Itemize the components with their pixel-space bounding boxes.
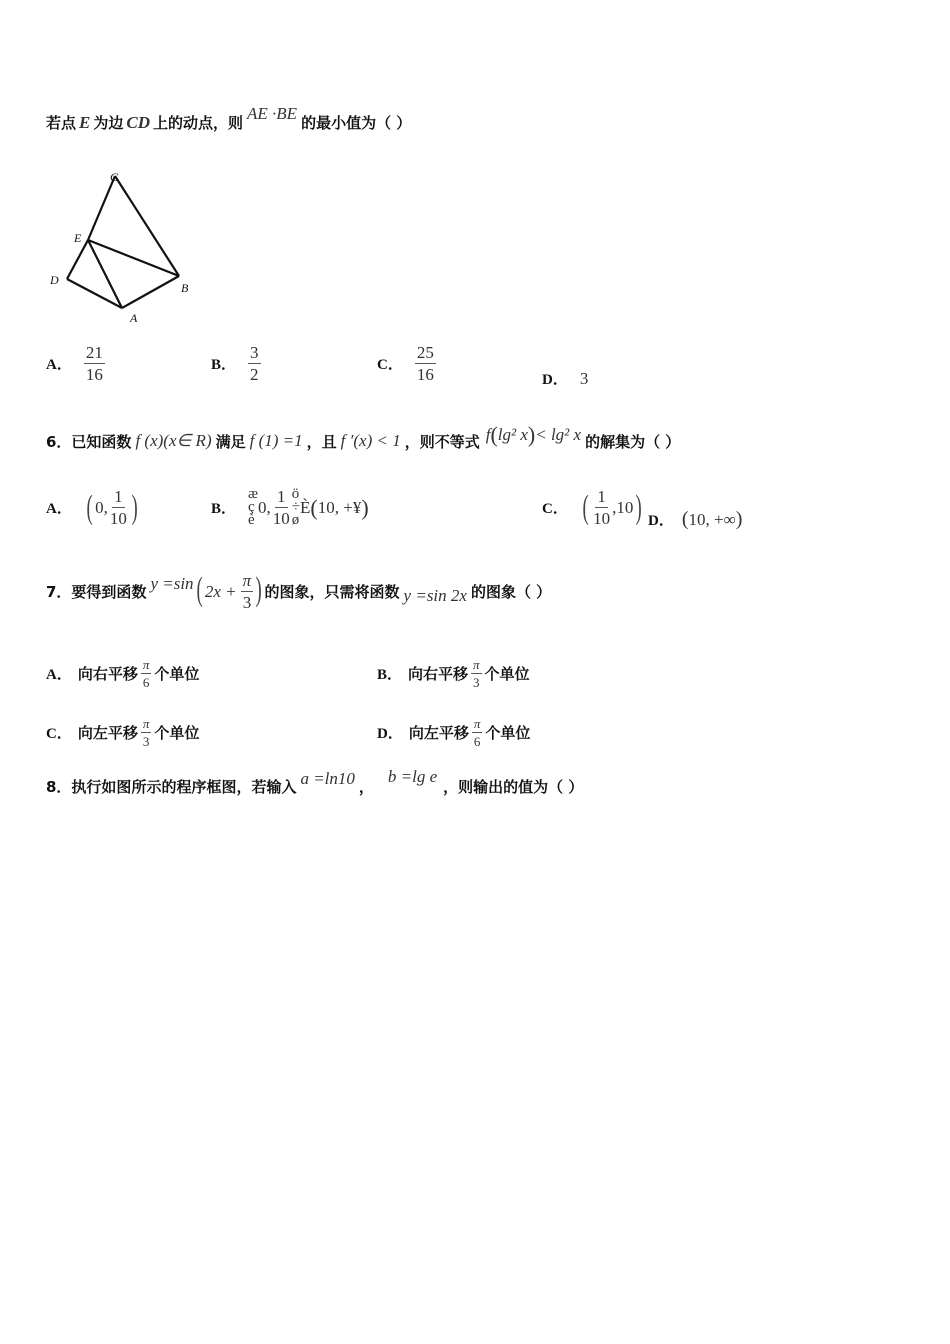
q7-option-c[interactable]: C． 向左平移 $\frac{\pi}{3}$ 个单位 (46, 716, 200, 749)
label-d: D (50, 273, 59, 287)
fraction: $\frac{3}{2}$ (250, 343, 259, 384)
label-e: E (74, 231, 82, 245)
q5-option-d[interactable]: D． 3 (542, 368, 589, 388)
q6-option-b[interactable]: B． æ ç è 0, $\frac{1}{10}$ ö ÷ ø È ( 10, +¥ ) (211, 486, 369, 528)
segment-cd: CD (126, 112, 150, 132)
geometry-figure (44, 168, 204, 328)
broken-glyph-left: æ ç è (248, 486, 259, 528)
label-b: B (181, 281, 189, 295)
q6-option-c[interactable]: C． ( $\frac{1}{10}$ ,10 ) (542, 487, 643, 528)
q5-option-a[interactable]: A． $\frac{21}{16}$ (46, 343, 103, 384)
broken-glyph-right: ö ÷ ø (291, 486, 301, 528)
fraction: $\frac{1}{10}$ (272, 487, 290, 528)
fraction: $\frac{\pi}{3}$ (242, 571, 252, 612)
q8-stem: 8．执行如图所示的程序框图，若输入 a =ln10 ， b =lg e ，则输出的值为（ ） (46, 766, 584, 796)
fraction: $\frac{1}{10}$ (109, 487, 127, 528)
q6-option-d[interactable]: D． ( 10, +∞ ) (648, 508, 743, 530)
q6-stem: 6．已知函数 f (x)(x∈ R) 满足 f (1) =1 ，且 f ′(x) < 1 ，则不等式 f ( lg² x ) < lg² x 的解集为（ ） (46, 422, 681, 451)
q6-option-a[interactable]: A． ( 0, $\frac{1}{10}$ ) (46, 487, 138, 528)
label-c: C (110, 170, 119, 184)
q7-option-a[interactable]: A． 向右平移 $\frac{\pi}{6}$ 个单位 (46, 657, 200, 690)
q5-stem: 若点 E 为边 CD 上的动点，则 AE ·BE 的最小值为（ ） (46, 103, 412, 132)
q5-option-b[interactable]: B． $\frac{3}{2}$ (211, 343, 259, 384)
fraction: $\frac{25}{16}$ (416, 343, 434, 384)
fraction: $\frac{\pi}{3}$ (473, 657, 480, 690)
q7-stem: 7．要得到函数 y =sin ( 2x + $\frac{\pi}{3}$ ) 的图象，只需将函数 y =sin 2x 的图象（ ） (46, 570, 552, 612)
q7-option-d[interactable]: D． 向左平移 $\frac{\pi}{6}$ 个单位 (377, 716, 531, 749)
q5-option-c[interactable]: C． $\frac{25}{16}$ (377, 343, 434, 384)
fraction: $\frac{\pi}{6}$ (142, 657, 150, 690)
q7-option-b[interactable]: B． 向右平移 $\frac{\pi}{3}$ 个单位 (377, 657, 530, 690)
label-a: A (130, 311, 138, 325)
fraction: $\frac{\pi}{6}$ (473, 716, 481, 749)
vector-product: AE ·BE (247, 103, 298, 123)
fraction: $\frac{\pi}{3}$ (142, 716, 150, 749)
fraction: $\frac{21}{16}$ (85, 343, 103, 384)
fraction: $\frac{1}{10}$ (593, 487, 611, 528)
point-e: E (79, 112, 91, 132)
